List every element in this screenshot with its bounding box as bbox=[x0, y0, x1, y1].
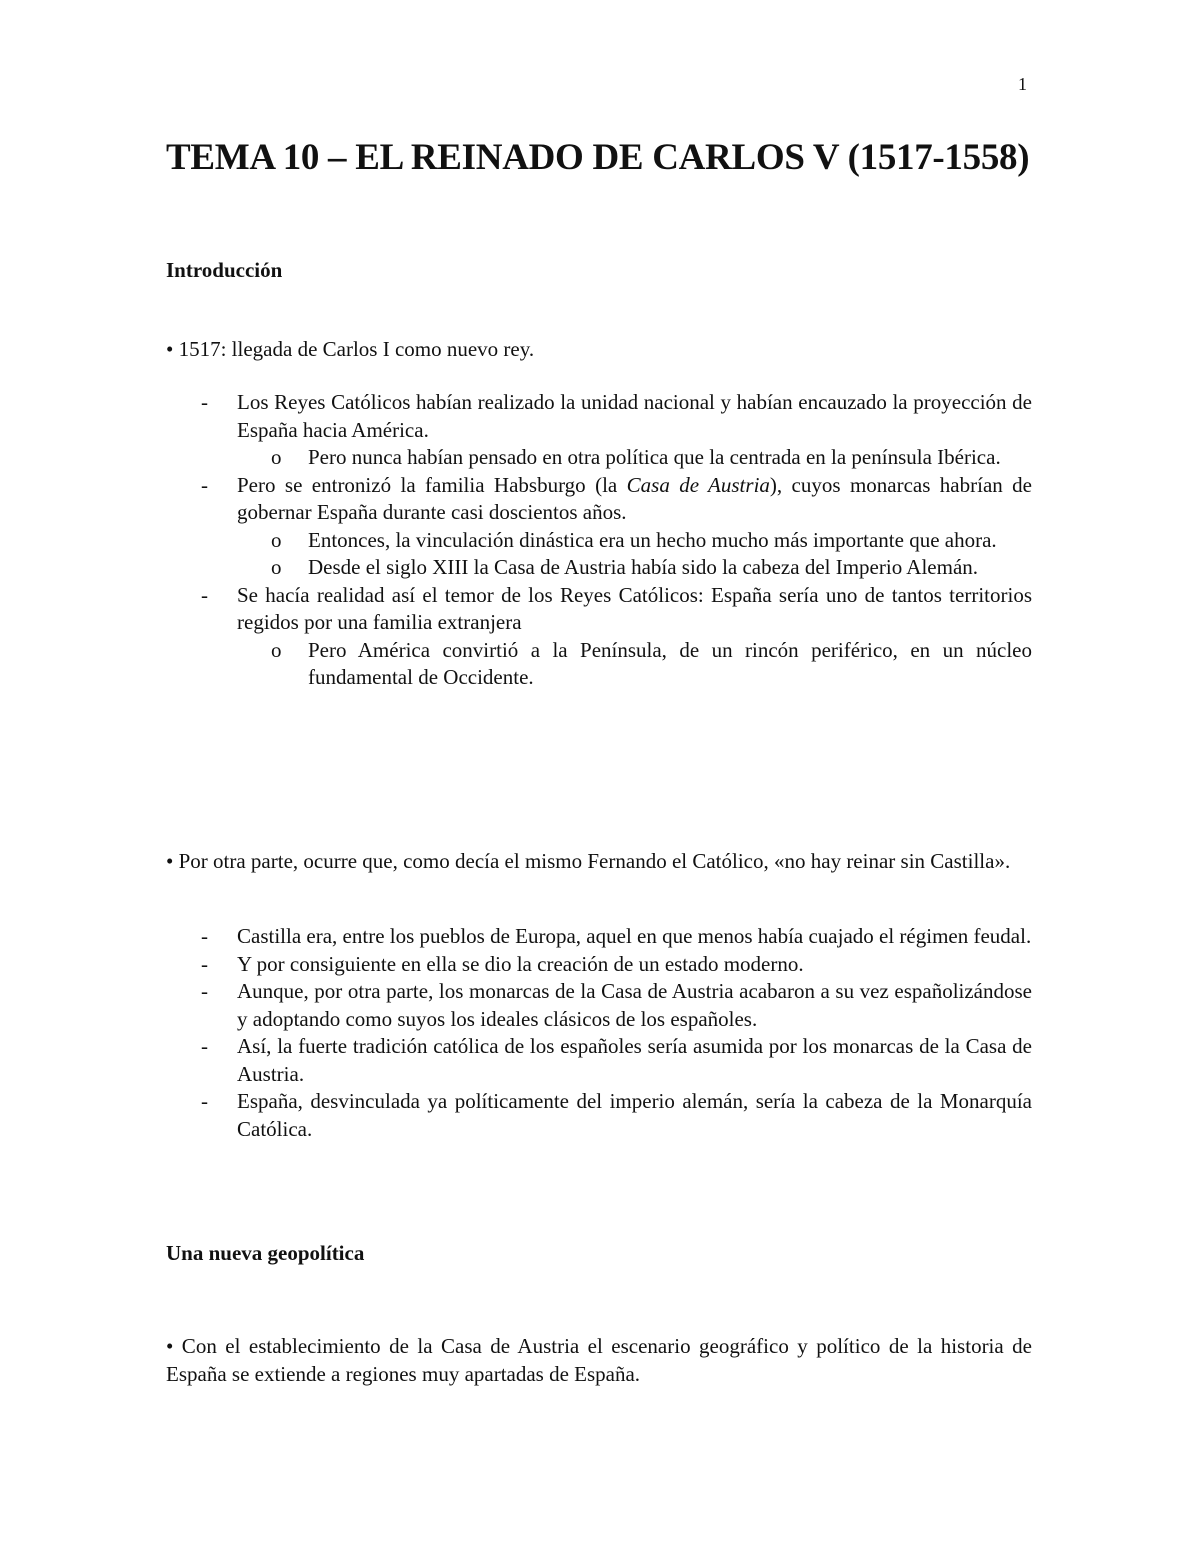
list-item: - Así, la fuerte tradición católica de los españoles sería asumida por los monarcas de la Casa de Austria. bbox=[166, 1033, 1032, 1088]
bullet-paragraph: • Por otra parte, ocurre que, como decía el mismo Fernando el Católico, «no hay reinar sin Castilla». bbox=[166, 849, 1011, 873]
sub-list bbox=[237, 637, 1032, 692]
sub-list-item: o Desde el siglo XIII la Casa de Austria había sido la cabeza del Imperio Alemán. bbox=[166, 554, 1032, 582]
list-item bbox=[166, 472, 1032, 582]
sub-list bbox=[237, 527, 1032, 582]
italic-term: Casa de Austria bbox=[626, 472, 770, 497]
list-item: - Castilla era, entre los pueblos de Europa, aquel en que menos había cuajado el régimen feudal. bbox=[166, 923, 1032, 951]
dash-list-intro bbox=[166, 389, 1032, 692]
list-item: - Aunque, por otra parte, los monarcas de la Casa de Austria acabaron a su vez españolizándose y adoptando como suyos los ideales clásicos de los españoles. bbox=[166, 978, 1032, 1033]
list-item-text-a: Pero se entronizó la familia Habsburgo (la bbox=[237, 472, 627, 497]
sub-list-item: o Pero América convirtió a la Península, de un rincón periférico, en un núcleo fundamental de Occidente. bbox=[166, 637, 1032, 692]
section-heading-introduccion: Introducción bbox=[166, 258, 283, 282]
bullet-paragraph: • Con el establecimiento de la Casa de Austria el escenario geográfico y político de la historia de España se extiende a regiones muy apartadas de España. bbox=[166, 1334, 1032, 1386]
section-heading-geopolitica: Una nueva geopolítica bbox=[166, 1241, 365, 1265]
list-item-text: Los Reyes Católicos habían realizado la unidad nacional y habían encauzado la proyección de España hacia América. bbox=[237, 390, 1032, 442]
sub-list bbox=[237, 444, 1032, 472]
list-item-text: Se hacía realidad así el temor de los Reyes Católicos: España sería uno de tantos territorios regidos por una familia extranjera bbox=[237, 582, 1032, 634]
page-number: 1 bbox=[1018, 74, 1027, 94]
list-item bbox=[166, 582, 1032, 692]
bullet-paragraph: • 1517: llegada de Carlos I como nuevo rey. bbox=[166, 337, 535, 361]
sub-list-item: o Entonces, la vinculación dinástica era un hecho mucho más importante que ahora. bbox=[166, 527, 1032, 555]
document-title: TEMA 10 – EL REINADO DE CARLOS V (1517-1558) bbox=[166, 137, 1030, 178]
list-item-text-b: ), cuyos monarcas habrían de gobernar España durante casi doscientos años. bbox=[237, 472, 1032, 524]
list-item bbox=[166, 389, 1032, 472]
list-item: - España, desvinculada ya políticamente del imperio alemán, sería la cabeza de la Monarquía Católica. bbox=[166, 1088, 1032, 1143]
list-item: - Y por consiguiente en ella se dio la creación de un estado moderno. bbox=[166, 951, 1032, 979]
sub-list-item: o Pero nunca habían pensado en otra política que la centrada en la península Ibérica. bbox=[166, 444, 1032, 472]
dash-list-castilla bbox=[166, 923, 1032, 1143]
